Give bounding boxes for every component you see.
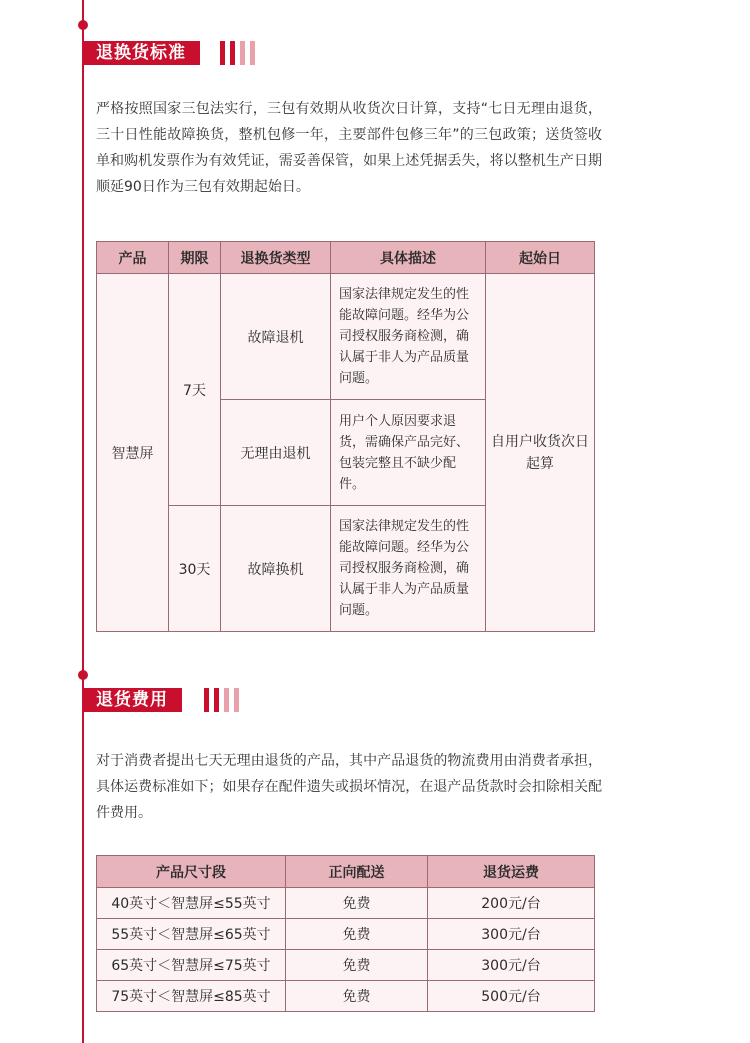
cell-term: 30天: [169, 506, 221, 632]
table-row: [97, 981, 595, 1012]
table-row: [97, 274, 595, 400]
header-term: 期限: [169, 242, 221, 274]
cell-shipping-fee: 200元/台: [428, 888, 595, 919]
return-standard-table: [96, 241, 595, 632]
header-return-shipping: 退货运费: [428, 856, 595, 888]
return-policy-paragraph: 严格按照国家三包法实行，三包有效期从收货次日计算，支持“七日无理由退货，三十日性能故障换货，整机包修一年，主要部件包修三年”的三包政策；送货签收单和购机发票作为有效凭证，需妥善保管，如果上述凭据丢失，将以整机生产日期顺延90日作为三包有效期起始日。: [96, 101, 602, 195]
cell-product: 智慧屏: [97, 274, 169, 632]
section-title-return-fee: 退货费用: [82, 688, 182, 712]
header-description: 具体描述: [331, 242, 486, 274]
return-fee-table: [96, 855, 595, 1012]
header-type: 退换货类型: [221, 242, 331, 274]
table-row: [97, 950, 595, 981]
cell-size-range: 55英寸＜智慧屏≤65英寸: [97, 919, 286, 950]
cell-shipping-fee: 300元/台: [428, 919, 595, 950]
cell-description: 用户个人原因要求退货，需确保产品完好、包装完整且不缺少配件。: [331, 400, 486, 506]
timeline-line: [82, 0, 84, 1043]
cell-delivery: 免费: [286, 888, 428, 919]
cell-type: 故障退机: [221, 274, 331, 400]
header-product: 产品: [97, 242, 169, 274]
table-header-row: [97, 856, 595, 888]
cell-term: 7天: [169, 274, 221, 506]
cell-start-day: 自用户收货次日起算: [486, 274, 595, 632]
return-fee-paragraph: 对于消费者提出七天无理由退货的产品，其中产品退货的物流费用由消费者承担，具体运费标准如下；如果存在配件遗失或损坏情况，在退产品货款时会扣除相关配件费用。: [96, 753, 602, 821]
header-size-range: 产品尺寸段: [97, 856, 286, 888]
cell-description: 国家法律规定发生的性能故障问题。经华为公司授权服务商检测，确认属于非人为产品质量问题。: [331, 274, 486, 400]
cell-delivery: 免费: [286, 919, 428, 950]
cell-size-range: 65英寸＜智慧屏≤75英寸: [97, 950, 286, 981]
cell-shipping-fee: 300元/台: [428, 950, 595, 981]
cell-delivery: 免费: [286, 950, 428, 981]
cell-type: 无理由退机: [221, 400, 331, 506]
section-title-return-standard: 退换货标准: [82, 41, 200, 65]
table-row: [97, 888, 595, 919]
timeline-dot: [78, 670, 88, 680]
cell-delivery: 免费: [286, 981, 428, 1012]
cell-description: 国家法律规定发生的性能故障问题。经华为公司授权服务商检测，确认属于非人为产品质量问题。: [331, 506, 486, 632]
header-start-day: 起始日: [486, 242, 595, 274]
cell-shipping-fee: 500元/台: [428, 981, 595, 1012]
cell-size-range: 75英寸＜智慧屏≤85英寸: [97, 981, 286, 1012]
header-delivery: 正向配送: [286, 856, 428, 888]
table-header-row: [97, 242, 595, 274]
table-row: [97, 919, 595, 950]
cell-type: 故障换机: [221, 506, 331, 632]
cell-size-range: 40英寸＜智慧屏≤55英寸: [97, 888, 286, 919]
timeline-dot: [78, 20, 88, 30]
